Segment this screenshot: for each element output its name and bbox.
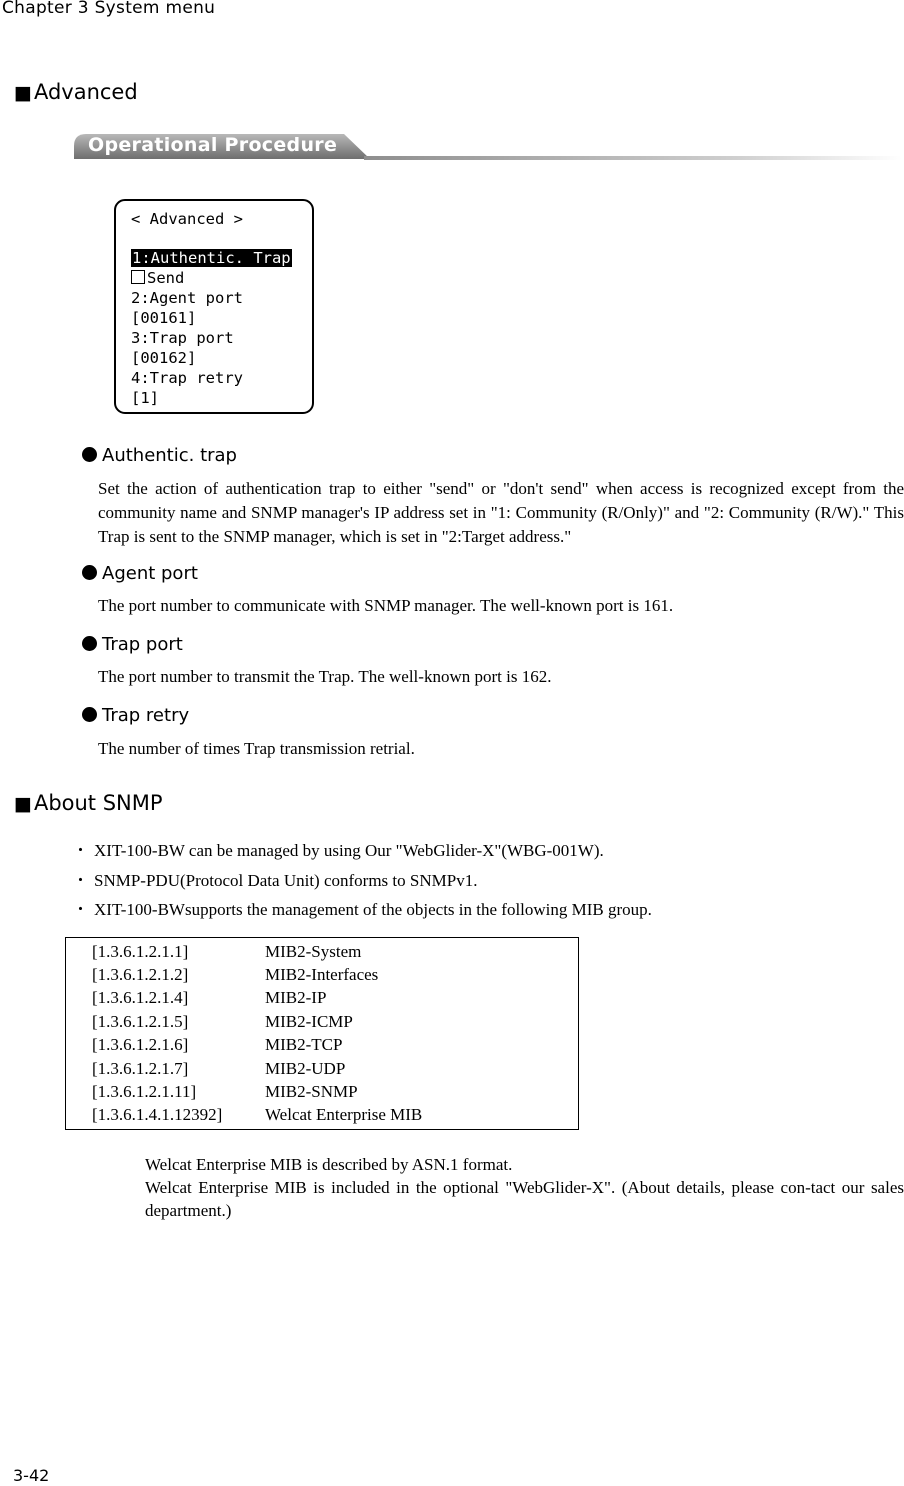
banner-rule	[364, 156, 902, 160]
section-title-advanced	[14, 80, 138, 104]
lcd-send-label: Send	[147, 269, 185, 287]
lcd-trap-port-value: [00162]	[131, 349, 197, 367]
lcd-trap-retry: 4:Trap retry	[131, 369, 243, 387]
item-heading-trap-retry: Trap retry	[82, 705, 189, 726]
note-asn1: Welcat Enterprise MIB is described by ASN.1 format.	[145, 1155, 513, 1174]
bullet-dot-icon	[82, 636, 97, 651]
bullet-item: ・ SNMP-PDU(Protocol Data Unit) conforms to SNMPv1.	[70, 866, 477, 891]
lcd-trap-retry-value: [1]	[131, 389, 159, 407]
mib-name: MIB2-Interfaces	[265, 965, 379, 984]
item-heading-authentic-trap: Authentic. trap	[82, 445, 237, 466]
mib-name: MIB2-TCP	[265, 1035, 343, 1054]
mib-name: MIB2-UDP	[265, 1059, 346, 1078]
item-heading-trap-port: Trap port	[82, 634, 183, 655]
lcd-send-row	[131, 268, 184, 288]
section-title-about-snmp	[14, 791, 163, 815]
square-icon: ■	[14, 793, 32, 815]
mib-name: MIB2-System	[265, 942, 362, 961]
item-body-agent-port: The port number to communicate with SNMP manager. The well-known port is 161.	[98, 596, 674, 615]
mib-oid: [1.3.6.1.4.1.12392]	[92, 1105, 223, 1124]
mib-oid: [1.3.6.1.2.1.2]	[92, 965, 189, 984]
operational-procedure-label: Operational Procedure	[88, 134, 338, 156]
square-icon: ■	[14, 82, 32, 104]
mib-oid: [1.3.6.1.2.1.11]	[92, 1082, 197, 1101]
bullet-item: ・ XIT-100-BWsupports the management of the objects in the following MIB group.	[70, 895, 652, 920]
checkbox-icon	[131, 270, 145, 284]
mib-oid: [1.3.6.1.2.1.4]	[92, 988, 189, 1007]
section-title-advanced-text: Advanced	[33, 80, 138, 104]
mib-oid: [1.3.6.1.2.1.6]	[92, 1035, 189, 1054]
lcd-selected-item: 1:Authentic. Trap	[132, 249, 291, 267]
bullet-glyph: ・	[72, 841, 89, 860]
mib-oid: [1.3.6.1.2.1.7]	[92, 1059, 189, 1078]
mib-name: Welcat Enterprise MIB	[265, 1105, 423, 1124]
mib-name: MIB2-SNMP	[265, 1082, 358, 1101]
item-body-trap-retry: The number of times Trap transmission retrial.	[98, 739, 415, 758]
lcd-agent-port: 2:Agent port	[131, 289, 243, 307]
page-number: 3-42	[13, 1466, 50, 1485]
lcd-title: < Advanced >	[131, 210, 243, 228]
bullet-dot-icon	[82, 447, 97, 462]
lcd-trap-port: 3:Trap port	[131, 329, 234, 347]
mib-group-table	[65, 937, 579, 1130]
mib-oid: [1.3.6.1.2.1.1]	[92, 942, 189, 961]
bullet-dot-icon	[82, 707, 97, 722]
bullet-item: ・ XIT-100-BW can be managed by using Our "WebGlider-X"(WBG-001W).	[70, 836, 604, 861]
bullet-glyph: ・	[72, 871, 89, 890]
note-webglider: Welcat Enterprise MIB is included in the optional "WebGlider-X". (About details, please con-tact our sales department.)	[145, 1178, 904, 1220]
chapter-header: Chapter 3 System menu	[2, 0, 216, 18]
lcd-screen	[114, 199, 314, 414]
section-title-about-snmp-text: About SNMP	[33, 791, 163, 815]
item-body-trap-port: The port number to transmit the Trap. The well-known port is 162.	[98, 667, 552, 686]
mib-name: MIB2-IP	[265, 988, 327, 1007]
item-body-authentic-trap: Set the action of authentication trap to either "send" or "don't send" when access is recognized except from the community name and SNMP manager's IP address set in "1: Community (R/Only)" and "2: Community (R/W)." This Trap is sent to the SNMP manager, which is set in "2:Target address."	[98, 479, 904, 546]
lcd-agent-port-value: [00161]	[131, 309, 197, 327]
mib-name: MIB2-ICMP	[265, 1012, 353, 1031]
operational-procedure-banner	[74, 134, 902, 164]
bullet-dot-icon	[82, 565, 97, 580]
mib-oid: [1.3.6.1.2.1.5]	[92, 1012, 189, 1031]
bullet-glyph: ・	[72, 900, 89, 919]
item-heading-agent-port: Agent port	[82, 563, 198, 584]
